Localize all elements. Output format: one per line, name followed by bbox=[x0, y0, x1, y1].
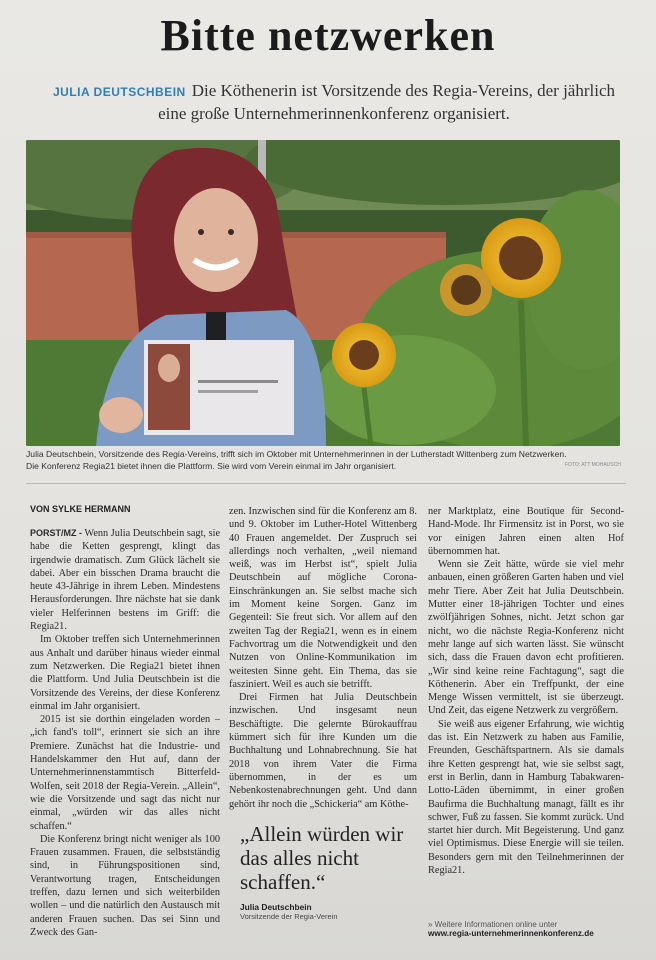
deck bbox=[44, 80, 624, 125]
pull-quote-role: Vorsitzende der Regia-Verein bbox=[240, 912, 338, 921]
byline: VON SYLKE HERMANN bbox=[30, 504, 131, 514]
deck-author: JULIA DEUTSCHBEIN bbox=[52, 85, 186, 99]
paragraph: ner Marktplatz, eine Boutique für Second-Hand-Mode. Ihr Firmensitz ist in Porst, wo sie vor einigen Jahren einen alten Hof übernommen hat. bbox=[428, 506, 624, 557]
paragraph: 2015 ist sie dorthin eingeladen worden – „ich fand's toll“, erinnert sie sich an ihre Premiere. Zunächst hat die Industrie- und Handelskammer den Hut auf, dann der Unternehmerinnenstammtisch Bitterfeld-Wolfen, seit 2018 der Regia-Verein. „Allein“, wie die Vorsitzende und sagt das nicht nur einmal, „würden wir das alles nicht schaffen.“ bbox=[30, 714, 220, 832]
photo-illustration bbox=[26, 140, 620, 446]
pull-quote bbox=[240, 822, 420, 921]
paragraph: zen. Inzwischen sind für die Konferenz am 8. und 9. Oktober im Luther-Hotel Wittenberg 40 Frauen angemeldet. Der Zuspruch sei allerdings noch verhalten, „weil niemand weiß, was im Herbst ist“, spielt Julia Deutschbein auf mögliche Corona-Einschränkungen an. Sie selbst mache sich im Moment keine Sorgen. Ganz im Gegenteil: Sie freut sich. Vor allem auf den zweiten Tag der Regia21, wenn es in einem Fachvortrag um die Notwendigkeit und den Nutzen von Online-Kommunikation im weitesten Sinne geht. Ein Thema, das sie fasziniert. Weil es auch sie betrifft. bbox=[229, 506, 417, 690]
pull-quote-text: „Allein würden wir das alles nicht schaffen.“ bbox=[240, 822, 404, 894]
headline: Bitte netzwerken bbox=[160, 11, 496, 60]
photo-caption bbox=[26, 448, 626, 472]
info-label: » Weitere Informationen online unter bbox=[428, 920, 558, 929]
article-column-1 bbox=[30, 527, 220, 939]
article-photo bbox=[26, 140, 620, 446]
article-column-2 bbox=[229, 505, 417, 811]
deck-text: Die Köthenerin ist Vorsitzende des Regia-Vereins, der jährlich eine große Unternehmerinnenkonferenz organisiert. bbox=[158, 81, 616, 123]
dateline: PORST/MZ - bbox=[30, 528, 83, 538]
caption-line-1: Julia Deutschbein, Vorsitzende des Regia-Vereins, trifft sich im Oktober mit Unternehmerinnen in der Lutherstadt Wittenberg zum Netzwerken. bbox=[26, 449, 567, 459]
article-column-3 bbox=[428, 505, 624, 877]
pull-quote-name: Julia Deutschbein bbox=[240, 902, 312, 912]
info-box bbox=[428, 920, 628, 938]
paragraph: Im Oktober treffen sich Unternehmerinnen aus Anhalt und darüber hinaus wieder einmal zum Netzwerken. Die Regia21 bietet ihnen die Plattform. Und Julia Deutschbein ist die Vorsitzende des Vereins, der diese Konferenz einmal im Jahr organisiert. bbox=[30, 634, 220, 712]
paragraph: Drei Firmen hat Julia Deutschbein inzwischen. Und insgesamt neun Beschäftigte. Die gelernte Bürokauffrau kümmert sich für ihre Kunden um die Buchhaltung und Lohnabrechnung. Sie hat 2018 von ihrem Vater die Firma übernommen, in der es um Nebenkostenabrechnungen geht. Und dann gehört ihr noch die „Schickeria“ am Köthe- bbox=[229, 692, 417, 810]
caption-line-2: Die Konferenz Regia21 bietet ihnen die Plattform. Sie wird vom Verein einmal im Jahr organisiert. bbox=[26, 461, 397, 471]
photo-credit: FOTO: ATT MOHAUSCH bbox=[565, 462, 621, 468]
info-url[interactable]: www.regia-unternehmerinnenkonferenz.de bbox=[428, 929, 594, 938]
paragraph: Sie weiß aus eigener Erfahrung, wie wichtig das ist. Ein Netzwerk zu haben aus Familie, Freunden, Geschäftspartnern. Als sie damals ihre Ketten gesprengt hat, wie sie selbst sagt, erst in Berlin, dann in Hamburg Tabakwaren-Lotto-Läden übernimmt, in einer großen Baufirma die Buchhaltung managt, fällt es ihr schwer, Fuß zu fassen. Sie kommt zurück. Und startet hier durch. Mit Begeisterung. Und ganz viel Optimismus. Diese Energie will sie teilen. Besonders gern mit den Teilnehmerinnen der Regia21. bbox=[428, 718, 624, 877]
paragraph: PORST/MZ - Wenn Julia Deutschbein sagt, sie habe die Ketten gesprengt, klingt das irgendwie dramatisch. Zum Glück lächelt sie dabei. Aber ein bisschen Drama braucht die heute 43-Jährige in ihrem Leben. Mindestens Herausforderungen. Ihre nächste hat sie dank vieler Helferinnen bestens im Griff: die Regia21. bbox=[30, 528, 221, 633]
paragraph: Wenn sie Zeit hätte, würde sie viel mehr anbauen, einen größeren Garten haben und viel mehr Tiere. Aber Zeit hat Julia Deutschbein. Mutter einer 18-jährigen Tochter und eines zwölfjährigen Sohnes, nicht. Jetzt schon gar nicht, wo die nächste Regia-Konferenz nicht mehr lange auf sich warten lässt. Sie wünscht sich, dass die Frauen davon echt profitieren. „Wir sind keine reine Fachtagung“, sagt die Köthenerin. Aber ein Treffpunkt, der eine Menge Wissen vermittelt, ist sie überzeugt. Und Zeit, das eigene Netzwerk zu vergrößern. bbox=[428, 559, 624, 717]
divider bbox=[26, 483, 626, 484]
paragraph: Die Konferenz bringt nicht weniger als 100 Frauen zusammen. Frauen, die selbstständig sind, in Führungspositionen sind, Verantwortung tragen, Entscheidungen treffen, dazu lernen und sich weiterbilden wollen – und die natürlich den Austausch mit anderen Frauen suchen. Das sei Sinn und Zweck des Gan- bbox=[30, 833, 220, 938]
